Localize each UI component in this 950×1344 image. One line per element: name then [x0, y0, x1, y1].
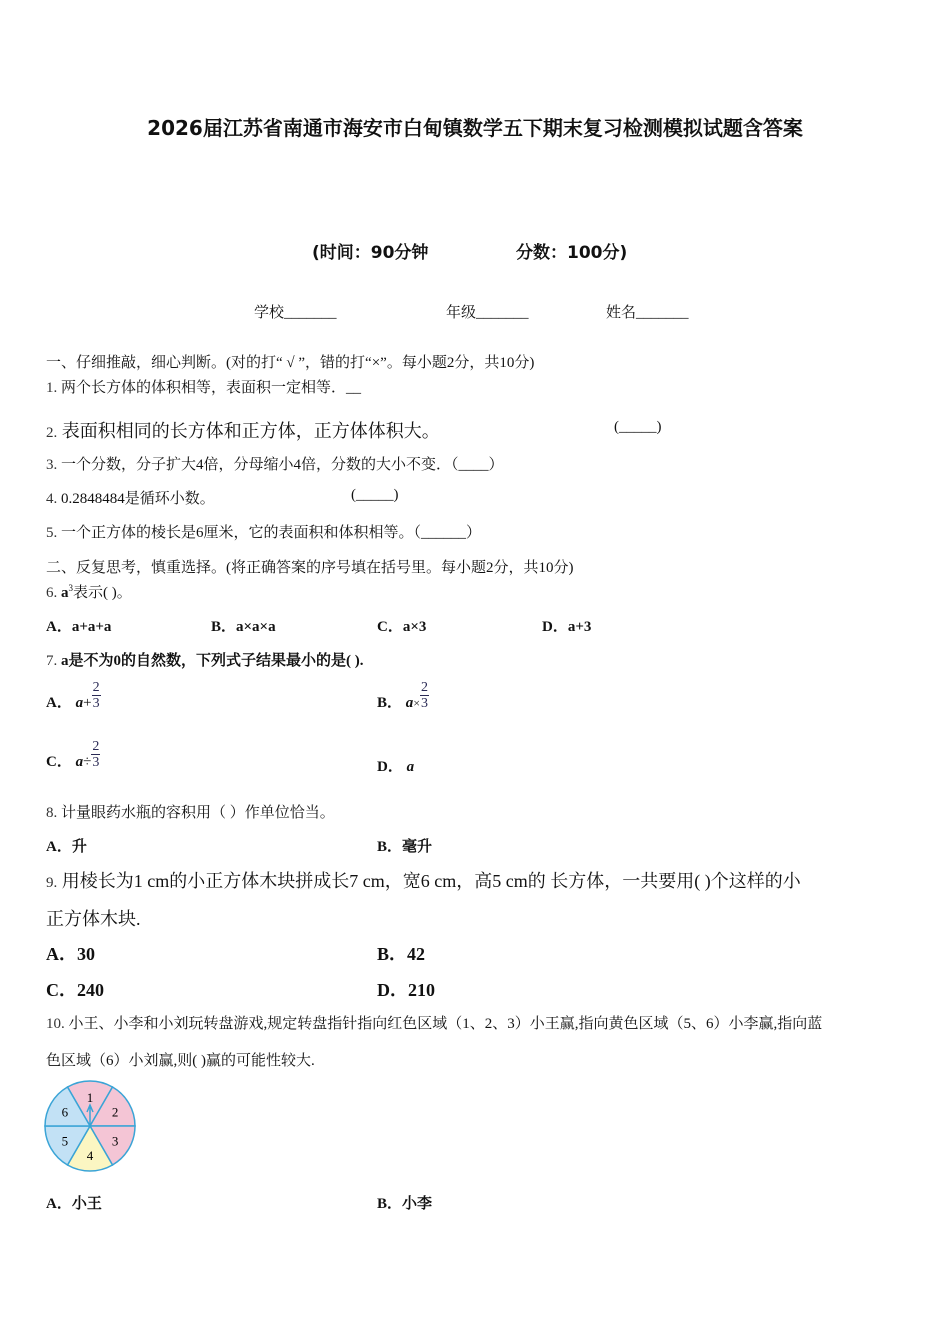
q7-option-c — [46, 739, 100, 778]
question-9 — [46, 867, 801, 893]
q-text: 表面积相同的长方体和正方体，正方体体积大。 — [61, 421, 440, 441]
q10-option-a: A．小王 — [46, 1196, 102, 1212]
var: a — [75, 753, 84, 770]
option-label: A． — [46, 694, 72, 711]
op: ÷ — [83, 753, 92, 770]
question-10 — [46, 1012, 822, 1033]
q-num: 1. — [46, 380, 58, 396]
spinner-label: 6 — [61, 1104, 69, 1120]
q8-option-b: B．毫升 — [377, 839, 433, 855]
spinner-label: 5 — [61, 1133, 69, 1149]
denominator: 3 — [92, 755, 100, 770]
q6-option-c: C．a×3 — [377, 619, 427, 635]
section-2-heading: 二、反复思考，慎重选择。(将正确答案的序号填在括号里。每小题2分，共10分) — [46, 560, 574, 576]
q-text: 两个长方体的体积相等，表面积一定相等．__ — [61, 380, 362, 396]
q-num: 3. — [46, 457, 58, 473]
q-num: 9. — [46, 875, 58, 891]
grade-field: 年级_______ — [446, 305, 529, 321]
q9-option-c: C．240 — [46, 980, 104, 1000]
section-1-heading: 一、仔细推敲，细心判断。(对的打“ √ ”，错的打“×”。每小题2分，共10分) — [46, 355, 535, 371]
q7-option-b — [377, 680, 429, 719]
q6-option-d: D．a+3 — [542, 619, 592, 635]
q-num: 4. — [46, 491, 58, 507]
var: a — [406, 759, 415, 775]
q-text: 用棱长为1 cm的小正方体木块拼成长7 cm，宽6 cm，高5 cm的 长方体，一共要用( )个这样的小 — [61, 871, 801, 891]
q-text: 0.2848484是循环小数。 — [61, 491, 215, 507]
option-label: D． — [377, 759, 403, 775]
var: a — [405, 694, 414, 711]
question-4 — [46, 487, 215, 508]
q10-option-b: B．小李 — [377, 1196, 433, 1212]
fraction — [91, 739, 100, 770]
q-num: 10. — [46, 1016, 65, 1032]
numerator: 2 — [92, 680, 100, 695]
denominator: 3 — [92, 696, 100, 711]
spinner-label: 1 — [86, 1090, 94, 1105]
score-label: 分数：100分) — [516, 243, 628, 263]
question-7 — [46, 649, 364, 670]
q-text: 表示( )。 — [73, 585, 132, 601]
q9-option-d: D．210 — [377, 980, 435, 1000]
spinner-label: 4 — [86, 1148, 94, 1163]
fraction — [420, 680, 429, 711]
question-6 — [46, 581, 132, 602]
document-title: 2026届江苏省南通市海安市白甸镇数学五下期末复习检测模拟试题含答案 — [147, 116, 803, 140]
q-text: 小王、小李和小刘玩转盘游戏,规定转盘指针指向红色区域（1、2、3）小王赢,指向黄色区域（5、6）小李赢,指向蓝 — [68, 1016, 823, 1032]
q9-option-a: A．30 — [46, 944, 95, 964]
question-10-cont: 色区域（6）小刘赢,则( )赢的可能性较大. — [46, 1053, 315, 1069]
q6-option-b: B．a×a×a — [211, 619, 276, 635]
option-label: B． — [377, 694, 403, 711]
numerator: 2 — [421, 680, 429, 695]
q-text: a是不为0的自然数，下列式子结果最小的是( ). — [61, 653, 364, 669]
numerator: 2 — [92, 739, 100, 754]
question-2 — [46, 417, 440, 443]
denominator: 3 — [421, 696, 429, 711]
question-1 — [46, 376, 361, 397]
question-9-cont: 正方体木块. — [46, 909, 141, 929]
q7-option-a — [46, 680, 101, 719]
q-num: 5. — [46, 525, 58, 541]
spinner-label: 3 — [111, 1133, 119, 1149]
q-text: 一个分数，分子扩大4倍，分母缩小4倍，分数的大小不变．（____） — [61, 457, 504, 473]
q-num: 8. — [46, 805, 58, 821]
q-base: a — [61, 585, 69, 601]
name-field: 姓名_______ — [606, 305, 689, 321]
question-8 — [46, 801, 335, 822]
school-field: 学校_______ — [254, 305, 337, 321]
fraction — [92, 680, 101, 711]
q6-option-a: A．a+a+a — [46, 619, 112, 635]
q-exponent: 3 — [68, 583, 73, 593]
var: a — [75, 694, 84, 711]
q-num: 7. — [46, 653, 58, 669]
option-label: C． — [46, 753, 72, 770]
q9-option-b: B．42 — [377, 944, 426, 964]
time-label: (时间：90分钟 — [312, 243, 429, 263]
spinner-wheel — [40, 1078, 140, 1174]
q7-option-d — [377, 755, 414, 776]
q-text: 一个正方体的棱长是6厘米，它的表面积和体积相等。（______） — [61, 525, 482, 541]
q8-option-a: A．升 — [46, 839, 87, 855]
q-text: 计量眼药水瓶的容积用（ ）作单位恰当。 — [61, 805, 335, 821]
q2-blank: (_____) — [614, 419, 662, 435]
q-num: 2. — [46, 425, 58, 441]
question-5 — [46, 521, 481, 542]
q-num: 6. — [46, 585, 58, 601]
spinner-label: 2 — [111, 1104, 119, 1120]
q4-blank: (_____) — [351, 487, 399, 503]
question-3 — [46, 453, 504, 474]
op: + — [83, 694, 92, 711]
op: × — [413, 695, 421, 710]
